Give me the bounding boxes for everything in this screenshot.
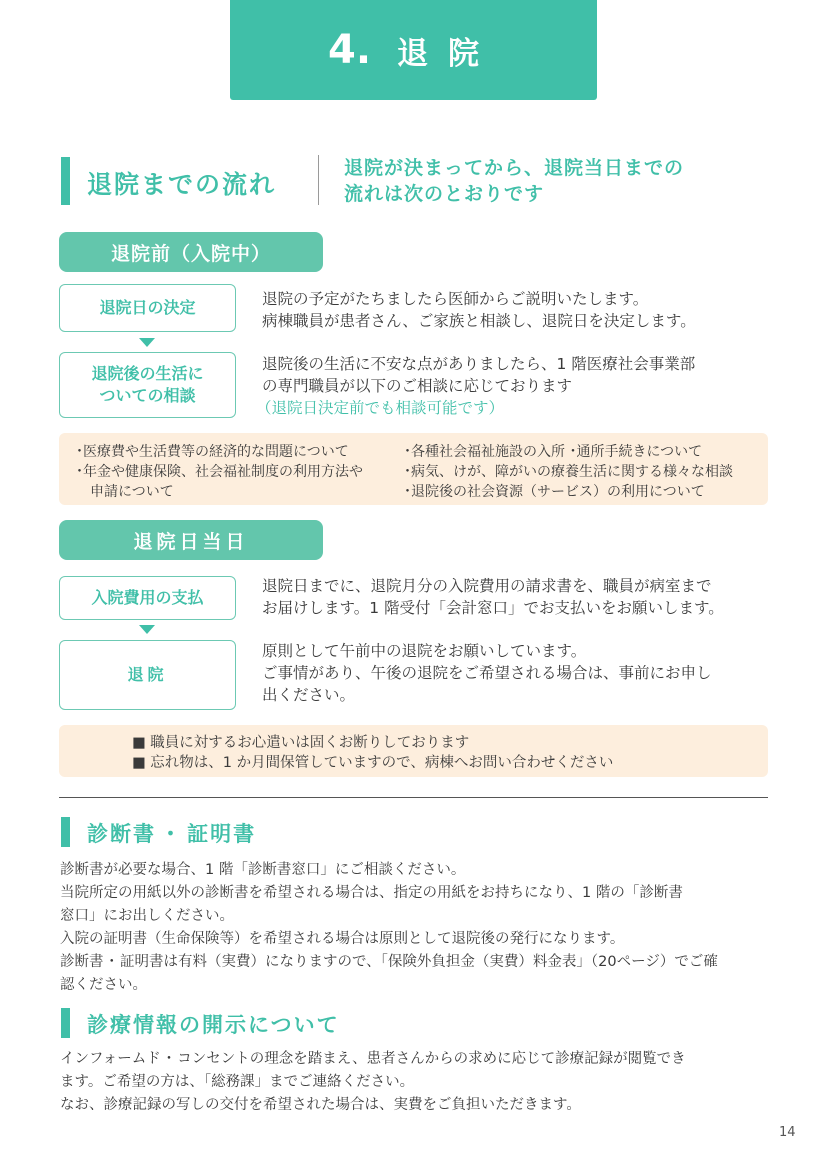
- step-payment-text: 退院日までに、退院月分の入院費用の請求書を、職員が病室まで お届けします。1 階受付「会計窓口」でお支払いをお願いします。: [262, 577, 724, 617]
- step-consultation-text: 退院後の生活に不安な点がありましたら、1 階医療社会事業部 の専門職員が以下のご相談に応じております （退院日決定前でも相談可能です）: [256, 355, 696, 417]
- section-divider: [59, 797, 768, 798]
- discharge-notes: ■ 職員に対するお心遣いは固くお断りしております ■ 忘れ物は、1 か月間保管していますので、病棟へお問い合わせください: [132, 735, 614, 771]
- topics-left: ･医療費や生活費等の経済的な問題について ･年金や健康保険、社会福祉制度の利用方法や 申請について: [76, 444, 363, 500]
- chapter-number: 4.: [327, 27, 372, 73]
- step-decide-date: 退院日の決定: [59, 284, 236, 332]
- step-decide-date-text: 退院の予定がたちましたら医師からご説明いたします。 病棟職員が患者さん、ご家族と相談し、退院日を決定します。: [262, 290, 696, 330]
- step-discharge-text: 原則として午前中の退院をお願いしています。 ご事情があり、午後の退院をご希望される場合は、事前にお申し 出ください。: [262, 642, 712, 704]
- section-bar: [61, 157, 70, 205]
- step-discharge: 退院: [59, 640, 236, 710]
- heading-divider: [318, 155, 319, 205]
- topics-right: ･各種社会福祉施設の入所 ･通所手続きについて ･病気、けが、障がいの療養生活に関する様々な相談 ･退院後の社会資源（サービス）の利用について: [404, 444, 733, 500]
- disclosure-text: インフォームド ･ コンセントの理念を踏まえ、患者さんからの求めに応じて診療記録が閲覧でき ます。ご希望の方は、「総務課」までご連絡ください。 なお、診療記録の写しの交付を希望された場合は、実費をご負担いただきます。: [60, 1051, 686, 1113]
- arrow-down-icon: [139, 338, 155, 347]
- step-consultation: 退院後の生活に ついての相談: [59, 352, 236, 418]
- section-bar: [61, 1008, 70, 1038]
- consultation-note: （退院日決定前でも相談可能です）: [256, 399, 505, 417]
- chapter-title: 退院: [397, 35, 500, 72]
- page-number: 14: [779, 1125, 796, 1140]
- disclosure-title: 診療情報の開示について: [87, 1013, 340, 1037]
- certificate-title: 診断書 ･ 証明書: [87, 822, 257, 846]
- flow-title: 退院までの流れ: [87, 170, 277, 199]
- before-discharge-label: 退院前（入院中）: [59, 232, 323, 272]
- discharge-day-label: 退院日当日: [59, 520, 323, 560]
- section-bar: [61, 817, 70, 847]
- flow-subtitle: 退院が決まってから、退院当日までの 流れは次のとおりです: [344, 157, 685, 205]
- arrow-down-icon: [139, 625, 155, 634]
- step-payment: 入院費用の支払: [59, 576, 236, 620]
- certificate-text: 診断書が必要な場合、1 階「診断書窓口」にご相談ください。 当院所定の用紙以外の診断書を希望される場合は、指定の用紙をお持ちになり、1 階の「診断書 窓口」にお出しください。 入院の証明書（生命保険等）を希望される場合は原則として退院後の発行になります。 診断書 ･ 証明書は有料（実費）になりますので、「保険外負担金（実費）料金表」（20ページ）でご確 認ください。: [60, 862, 718, 993]
- chapter-header: [230, 0, 597, 100]
